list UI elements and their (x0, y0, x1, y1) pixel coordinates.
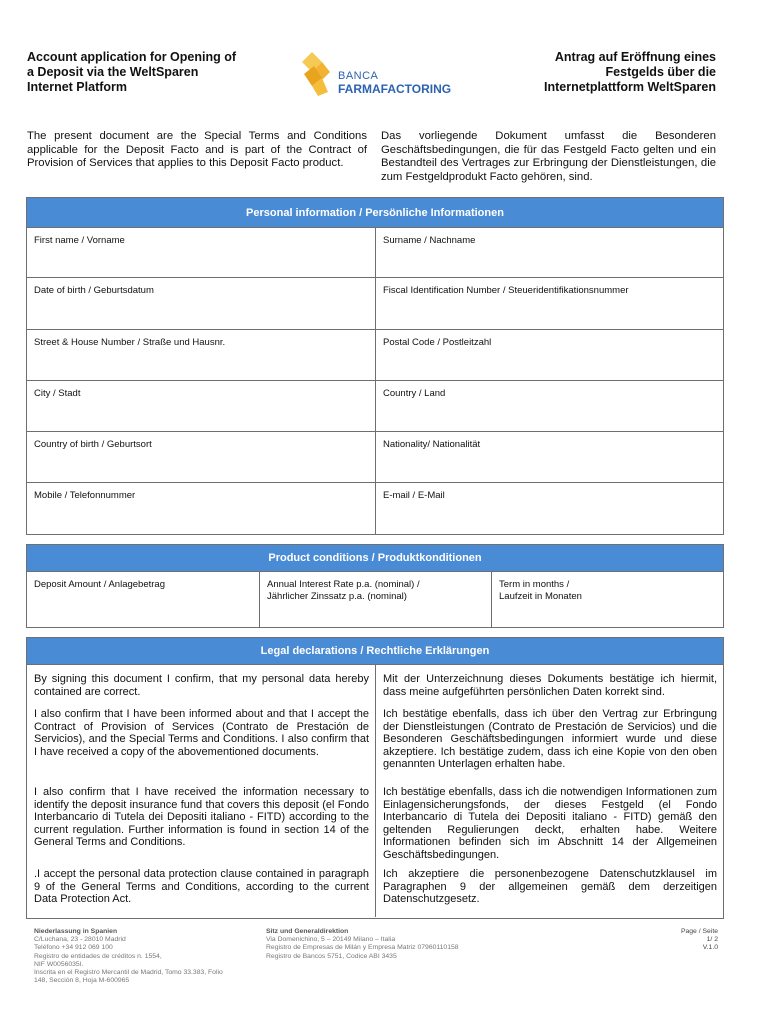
legal-paragraph-en: By signing this document I confirm, that my personal data hereby contained are correct. (34, 673, 369, 698)
footer-branch-info (34, 928, 264, 985)
title-de-line: Antrag auf Eröffnung eines (554, 50, 716, 64)
first-name-field[interactable]: First name / Vorname (34, 235, 125, 246)
city-field[interactable]: City / Stadt (34, 388, 81, 399)
fiscal-id-field[interactable]: Fiscal Identification Number / Steueridentifikationsnummer (375, 278, 723, 329)
footer-line: Teléfono +34 912 069 100 (34, 944, 113, 952)
bank-logo (300, 48, 460, 98)
legal-paragraph-en: .I accept the personal data protection clause contained in paragraph 9 of the General Terms and Conditions, according to the current Data Protection Act. (34, 868, 369, 906)
legal-paragraph-de: Ich akzeptiere die personenbezogene Datenschutzklausel im Paragraphen 9 der allgemeinen gemäß dem derzeitigen Datenschutzgesetz. (383, 868, 717, 906)
deposit-amount-label: Deposit Amount / Anlagebetrag (34, 579, 165, 590)
personal-information-heading: Personal information / Persönliche Informationen (27, 198, 723, 228)
form-row (27, 228, 723, 278)
page-number: 1/ 2 (706, 936, 718, 944)
legal-paragraph-de: Ich bestätige ebenfalls, dass ich über den Vertrag zur Erbringung der Dienstleistungen (Contrato de Prestación de Servicios) und die Besonderen Geschäftsbedingungen informiert wurde und diese akzeptiere. Ich bestätige zudem, dass ich eine Kopie von den oben genannten Unterlagen erhalten habe. (383, 708, 717, 771)
title-german (500, 50, 716, 95)
form-row (27, 483, 723, 534)
postal-code-field[interactable]: Postal Code / Postleitzahl (375, 330, 723, 380)
title-en-line: Internet Platform (27, 80, 128, 94)
title-de-line: Festgelds über die (605, 65, 716, 79)
legal-declarations-section (26, 637, 724, 919)
footer-line: 148, Sección 8, Hoja M-600965 (34, 977, 130, 985)
footer-line: NIF W0056035I. (34, 960, 84, 968)
intro-english: The present document are the Special Terms and Conditions applicable for the Deposit Facto and is part of the Contract of Provision of Services that applies to this Deposit Facto product. (27, 130, 367, 170)
logo-text-farmafactoring: FARMAFACTORING (338, 82, 452, 96)
footer-hq-heading: Sitz und Generaldirektion (266, 928, 349, 935)
page-label: Page / Seite (680, 928, 718, 935)
mobile-field[interactable]: Mobile / Telefonnummer (34, 490, 136, 501)
footer-headquarters-info (266, 928, 516, 961)
date-of-birth-field[interactable]: Date of birth / Geburtsdatum (34, 285, 154, 296)
product-conditions-section (26, 544, 724, 628)
footer-line: Registro de Empresas de Milán y Empresa Matriz 07960110158 (266, 944, 459, 952)
form-row (27, 381, 723, 432)
street-field[interactable]: Street & House Number / Straße und Hausnr. (34, 337, 226, 348)
legal-paragraph-de: Mit der Unterzeichnung dieses Dokuments bestätige ich hiermit, dass meine aufgeführten persönlichen Daten korrekt sind. (383, 673, 717, 698)
title-de-line: Internetplattform WeltSparen (543, 80, 716, 94)
term-label-de: Laufzeit in Monaten (499, 590, 582, 602)
legal-paragraph-en: I also confirm that I have been informed about and that I accept the Contract of Provision of Services (Contrato de Prestación de Servicios), and the Special Terms and Conditions. I also confirm that I have received a copy of the abovementioned documents. (34, 708, 369, 758)
legal-paragraph-de: Ich bestätige ebenfalls, dass ich die notwendigen Informationen zum Einlagensicherungsfonds, der dieses Festgeld (el Fondo Interbancario di Tutela dei Depositi italiano - FITD) gemäß den geltenden Regulierungen deckt, erhalten habe. Weitere Informationen befinden sich im Abschnitt 14 der Allgemeinen Geschäftsbedingungen. (383, 786, 717, 861)
footer-line: Via Domenichino, 5 – 20149 Milano – Italia (266, 936, 396, 944)
product-conditions-heading: Product conditions / Produktkonditionen (27, 545, 723, 572)
country-field[interactable]: Country / Land (375, 381, 723, 431)
legal-declarations-heading: Legal declarations / Rechtliche Erklärungen (27, 638, 723, 665)
legal-columns (27, 665, 723, 917)
title-en-line: a Deposit via the WeltSparen (27, 65, 199, 79)
interest-rate-field[interactable] (259, 572, 491, 627)
form-row (27, 432, 723, 483)
version-number: V.1.0 (702, 944, 718, 952)
footer-line: Inscrita en el Registro Mercantil de Madrid, Tomo 33.383, Folio (34, 969, 223, 977)
interest-rate-label-en: Annual Interest Rate p.a. (nominal) / (267, 579, 420, 590)
legal-column-english (27, 665, 375, 917)
title-en-line: Account application for Opening of (27, 50, 237, 64)
term-months-field[interactable] (491, 572, 723, 627)
form-row (27, 330, 723, 381)
legal-paragraph-en: I also confirm that I have received the information necessary to identify the deposit insurance fund that covers this deposit (el Fondo Interbancario di Tutela dei Depositi italiano - FITD) according to the current regulation. Further information is found in section 14 of the General Terms and Conditions. (34, 786, 369, 849)
form-row (27, 278, 723, 330)
interest-rate-label-de: Jährlicher Zinssatz p.a. (nominal) (267, 590, 407, 602)
email-field[interactable]: E-mail / E-Mail (375, 483, 723, 534)
deposit-amount-field[interactable] (27, 572, 259, 627)
intro-german: Das vorliegende Dokument umfasst die Besonderen Geschäftsbedingungen, die für das Festgeld Facto gelten und ein Bestandteil des Vertrages zur Erbringung der Dienstleistungen, die zum Festgeldprodukt Facto gehören, sind. (381, 130, 716, 183)
surname-field[interactable]: Surname / Nachname (375, 228, 723, 277)
footer-page-info (620, 928, 718, 953)
bank-logo-mark (300, 48, 460, 98)
form-row (27, 572, 723, 627)
nationality-field[interactable]: Nationality/ Nationalität (375, 432, 723, 482)
logo-text-banca: BANCA (338, 70, 379, 82)
title-english (27, 50, 277, 95)
term-label-en: Term in months / (499, 579, 570, 590)
legal-column-german (375, 665, 723, 917)
country-of-birth-field[interactable]: Country of birth / Geburtsort (34, 439, 152, 450)
personal-information-section (26, 197, 724, 535)
footer-line: Registro de Bancos 5751, Codice ABI 3435 (266, 952, 397, 960)
footer-line: C/Luchana, 23 - 28010 Madrid (34, 936, 126, 944)
footer-branch-heading: Niederlassung in Spanien (34, 928, 118, 935)
footer-line: Registro de entidades de créditos n. 1554, (34, 952, 162, 960)
